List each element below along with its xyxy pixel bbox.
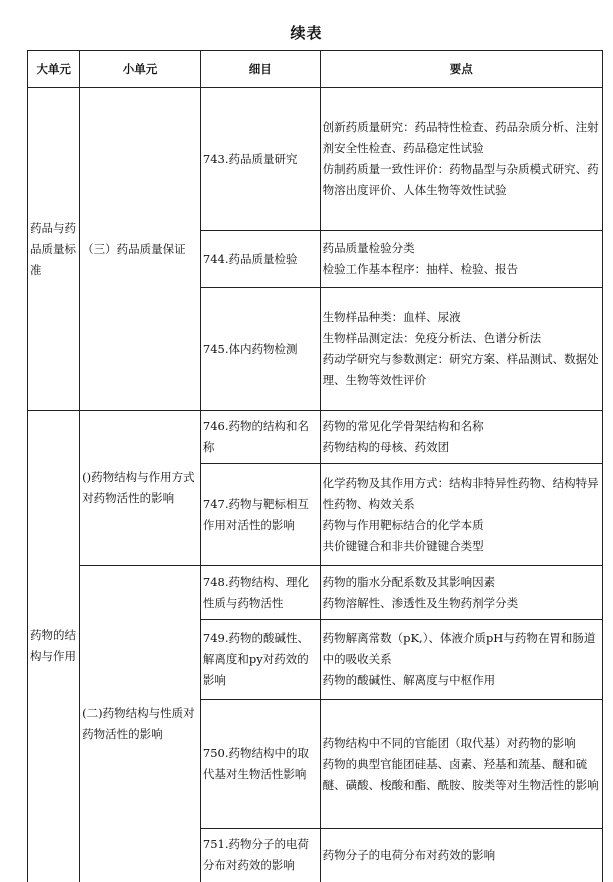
item-label: 743.药品质量研究	[202, 151, 298, 166]
item-label: 750.药物结构中的取代基对生物活性影响	[202, 746, 309, 781]
points-text: 药物的脂水分配系数及其影响因素 药物溶解性、渗透性及生物药剂学分类	[322, 574, 519, 610]
points-text: 药物解离常数（pK,）、体液介质pH与药物在胃和肠道中的吸收关系 药物的酸碱性、解离度与中枢作用	[322, 631, 596, 687]
item-cell	[200, 88, 320, 231]
points-text: 创新药质量研究：药品特性检查、药品杂质分析、注射剂安全性检查、药品稳定性试验 仿制药质量一致性评价：药物晶型与杂质模式研究、药物溶出度评价、人体生物等效性试验	[322, 120, 599, 197]
points-cell	[320, 231, 602, 288]
page-title: 续表	[290, 24, 323, 42]
points-text: 化学药物及其作用方式：结构非特异性药物、结构特异性药物、构效关系 药物与作用靶标结合的化学本质 共价键键合和非共价键键合类型	[322, 475, 599, 553]
item-cell	[200, 288, 320, 411]
points-text: 药品质量检验分类 检验工作基本程序：抽样、检验、报告	[322, 241, 519, 276]
item-cell	[200, 566, 320, 620]
item-cell	[200, 231, 320, 288]
major-unit-cell	[28, 411, 80, 882]
item-label: 749.药物的酸碱性、解离度和py对药效的影响	[202, 631, 309, 687]
item-cell	[200, 620, 320, 700]
item-label: 751.药物分子的电荷分布对药效的影响	[202, 837, 309, 873]
item-label: 747.药物与靶标相互作用对活性的影响	[202, 496, 309, 532]
item-cell	[200, 829, 320, 882]
major-unit-label: 药物的结构与作用	[30, 628, 76, 664]
points-text: 生物样品种类：血样、尿液 生物样品测定法：免疫分析法、色谱分析法 药动学研究与参数测定：研究方案、样品测试、数据处理、生物等效性评价	[322, 310, 599, 387]
minor-unit-label: ()药物结构与作用方式对药物活性的影响	[82, 470, 195, 505]
item-label: 744.药品质量检验	[202, 251, 298, 266]
table-row	[28, 88, 603, 231]
minor-unit-label: （三）药品质量保证	[82, 241, 186, 256]
item-label: 748.药物结构、理化性质与药物活性	[202, 574, 309, 610]
header-major-unit: 大单元	[28, 51, 80, 88]
minor-unit-label: (二)药物结构与性质对药物活性的影响	[82, 705, 195, 741]
points-cell	[320, 464, 602, 566]
points-cell	[320, 88, 602, 231]
major-unit-label: 药品与药品质量标准	[30, 220, 76, 277]
item-label: 746.药物的结构和名称	[202, 419, 309, 454]
table-header-row	[28, 51, 603, 88]
header-minor-unit: 小单元	[80, 51, 201, 88]
minor-unit-cell	[80, 411, 201, 566]
item-cell	[200, 700, 320, 829]
points-text: 药物的常见化学骨架结构和名称 药物结构的母核、药效团	[322, 419, 484, 454]
points-cell	[320, 411, 602, 464]
major-unit-cell	[28, 88, 80, 411]
table-row	[28, 566, 603, 620]
points-cell	[320, 829, 602, 882]
minor-unit-cell	[80, 566, 201, 882]
syllabus-table	[27, 50, 603, 882]
points-cell	[320, 700, 602, 829]
item-label: 745.体内药物检测	[202, 341, 298, 356]
points-cell	[320, 620, 602, 700]
minor-unit-cell	[80, 88, 201, 411]
item-cell	[200, 411, 320, 464]
item-cell	[200, 464, 320, 566]
header-key-points: 要点	[320, 51, 602, 88]
points-text: 药物结构中不同的官能团（取代基）对药物的影响 药物的典型官能团硅基、卤素、羟基和巯基、醚和硫醚、磺酸、梭酸和酯、酰胺、胺类等对生物活性的影响	[322, 735, 599, 792]
points-cell	[320, 566, 602, 620]
points-cell	[320, 288, 602, 411]
table-row	[28, 411, 603, 464]
header-item: 细目	[200, 51, 320, 88]
points-text: 药物分子的电荷分布对药效的影响	[322, 847, 496, 862]
